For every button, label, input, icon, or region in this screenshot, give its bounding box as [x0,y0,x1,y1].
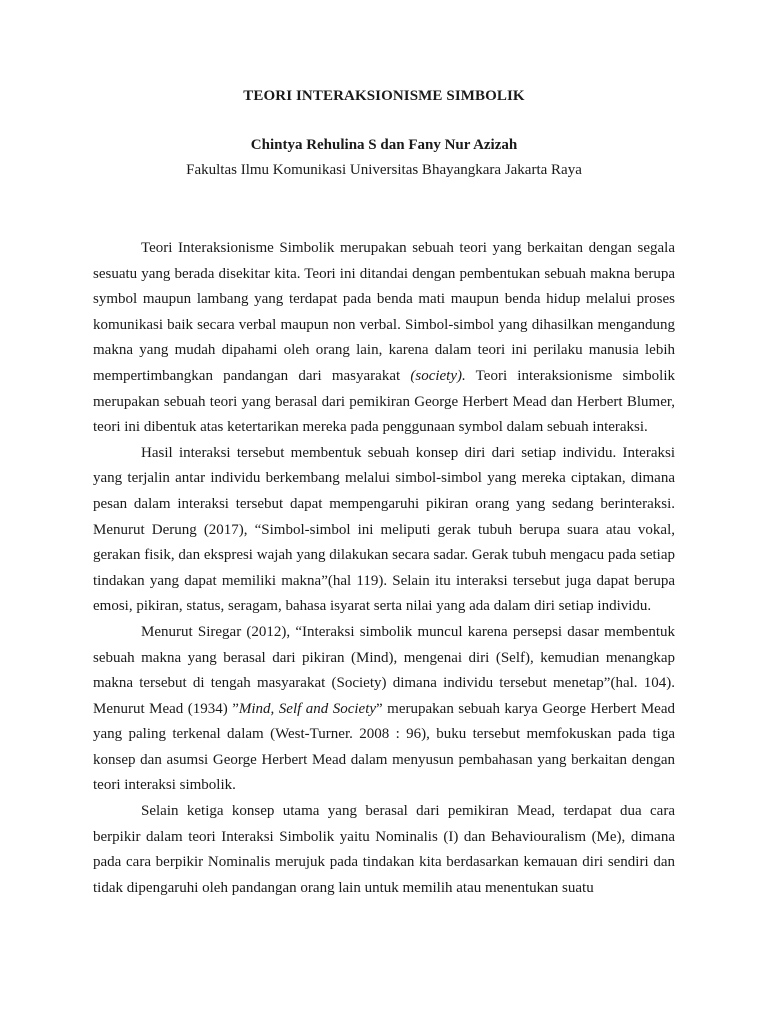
paragraph-3 [93,620,675,799]
paragraph-2: Hasil interaksi tersebut membentuk sebuah konsep diri dari setiap individu. Interaksi yang terjalin antar individu berkembang melalui simbol-simbol yang mereka ciptakan, dimana pesan dalam interaksi tersebut dapat mempengaruhi pikiran orang yang sedang berinteraksi. Menurut Derung (2017), “Simbol-simbol ini meliputi gerak tubuh berupa suara atau vokal, gerakan fisik, dan ekspresi wajah yang dilakukan secara sadar. Gerak tubuh mengacu pada setiap tindakan yang dapat memiliki makna”(hal 119). Selain itu interaksi tersebut juga dapat berupa emosi, pikiran, status, seragam, bahasa isyarat serta nilai yang ada dalam diri setiap individu. [93,444,675,615]
paragraph-3-text-b: ” merupakan sebuah karya George Herbert Mead yang paling terkenal dalam (West-Turner. 2008 : 96), buku tersebut memfokuskan pada tiga konsep dan asumsi George Herbert Mead dalam menyusun pembahasan yang berkaitan dengan teori interaksi simbolik. [93,700,675,794]
paragraph-3-text-a: Menurut Siregar (2012), “Interaksi simbolik muncul karena persepsi dasar membentuk sebuah makna yang berasal dari pikiran (Mind), mengenai diri (Self), kemudian menangkap makna tersebut di tengah masyarakat (Society) dimana individu tersebut menetap”(hal. 104). Menurut Mead (1934) ” [93,623,675,717]
document-body [93,236,675,901]
paragraph-1-text-b: Teori interaksionisme simbolik merupakan sebuah teori yang berasal dari pemikiran George Herbert Mead dan Herbert Blumer, teori ini dibentuk atas ketertarikan mereka pada penggunaan symbol dalam sebuah interaksi. [93,367,675,436]
document-affiliation: Fakultas Ilmu Komunikasi Universitas Bhayangkara Jakarta Raya [186,162,582,178]
paragraph-4: Selain ketiga konsep utama yang berasal dari pemikiran Mead, terdapat dua cara berpikir dalam teori Interaksi Simbolik yaitu Nominalis (I) dan Behaviouralism (Me), dimana pada cara berpikir Nominalis merujuk pada tindakan kita berdasarkan kemauan diri sendiri dan tidak dipengaruhi oleh pandangan orang lain untuk memilih atau menentukan suatu [93,803,675,896]
document-title: TEORI INTERAKSIONISME SIMBOLIK [243,88,525,104]
paragraph-3-italic: Mind, Self and Society [238,700,377,717]
paragraph-1-text-a: Teori Interaksionisme Simbolik merupakan sebuah teori yang berkaitan dengan segala sesuatu yang berada disekitar kita. Teori ini ditandai dengan pembentukan sebuah makna berupa symbol maupun lambang yang terdapat pada benda mati maupun benda hidup melalui proses komunikasi baik secara verbal maupun non verbal. Simbol-simbol yang dihasilkan mengandung makna yang mudah dipahami oleh orang lain, karena dalam teori ini perilaku manusia lebih mempertimbangkan pandangan dari masyarakat [93,240,675,384]
paragraph-1 [93,236,675,441]
paragraph-1-italic: (society). [410,367,466,384]
document-authors: Chintya Rehulina S dan Fany Nur Azizah [250,137,518,153]
